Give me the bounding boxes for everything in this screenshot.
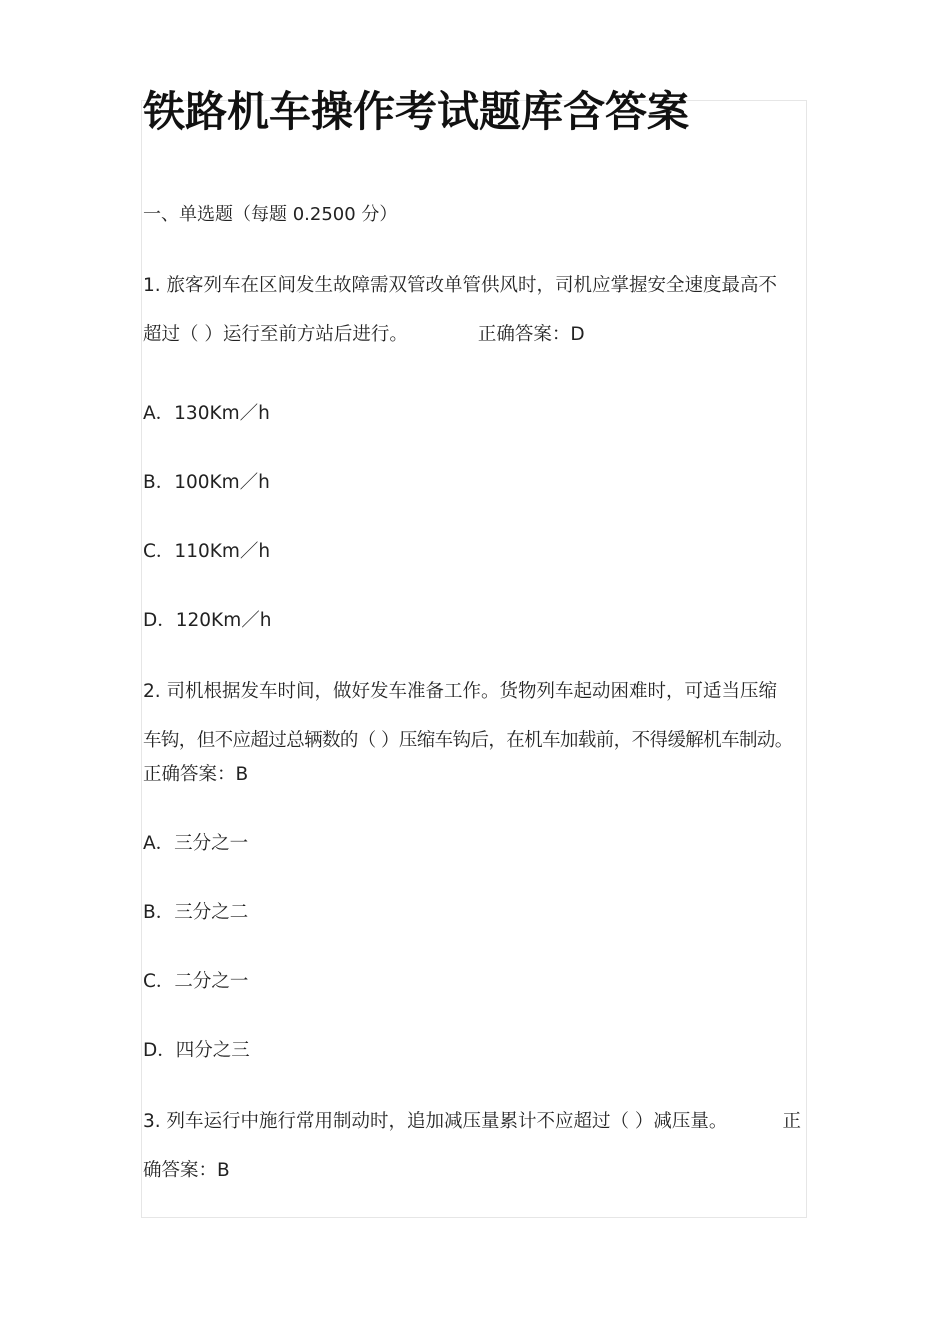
question-2-answer: 正确答案：B — [143, 764, 249, 785]
question-1-text: 超过（ ）运行至前方站后进行。 — [143, 324, 408, 345]
question-1-text-line-1: 1. 旅客列车在区间发生故障需双管改单管供风时，司机应掌握安全速度最高不 — [143, 275, 778, 296]
question-3-answer-end: 确答案：B — [143, 1160, 230, 1181]
question-3-text: 3. 列车运行中施行常用制动时，追加减压量累计不应超过（ ）减压量。 — [143, 1111, 728, 1132]
question-1-text-line-2 — [143, 310, 813, 359]
question-2 — [143, 667, 813, 789]
document-title: 铁路机车操作考试题库含答案 — [143, 87, 690, 136]
question-2-option-b: B．三分之二 — [143, 902, 249, 923]
question-1-option-b: B．100Km／h — [143, 472, 270, 493]
question-1 — [143, 261, 813, 359]
question-1-option-a: A．130Km／h — [143, 403, 270, 424]
section-heading: 一、单选题（每题 0.2500 分） — [143, 204, 398, 225]
question-1-answer: 正确答案：D — [477, 324, 585, 345]
question-3 — [143, 1097, 807, 1195]
question-3-text-line-1 — [143, 1097, 807, 1146]
question-2-text-line-2: 车钩，但不应超过总辆数的（ ）压缩车钩后，在机车加载前，不得缓解机车制动。 — [143, 730, 793, 751]
document-body — [143, 78, 813, 1195]
question-2-option-d: D．四分之三 — [143, 1040, 250, 1061]
question-2-option-a: A．三分之一 — [143, 833, 249, 854]
question-3-answer-start: 正 — [782, 1111, 801, 1132]
question-2-option-c: C．二分之一 — [143, 971, 249, 992]
question-1-option-d: D．120Km／h — [143, 610, 272, 631]
question-2-text-line-1: 2. 司机根据发车时间，做好发车准备工作。货物列车起动困难时，可适当压缩 — [143, 681, 778, 702]
question-1-option-c: C．110Km／h — [143, 541, 271, 562]
